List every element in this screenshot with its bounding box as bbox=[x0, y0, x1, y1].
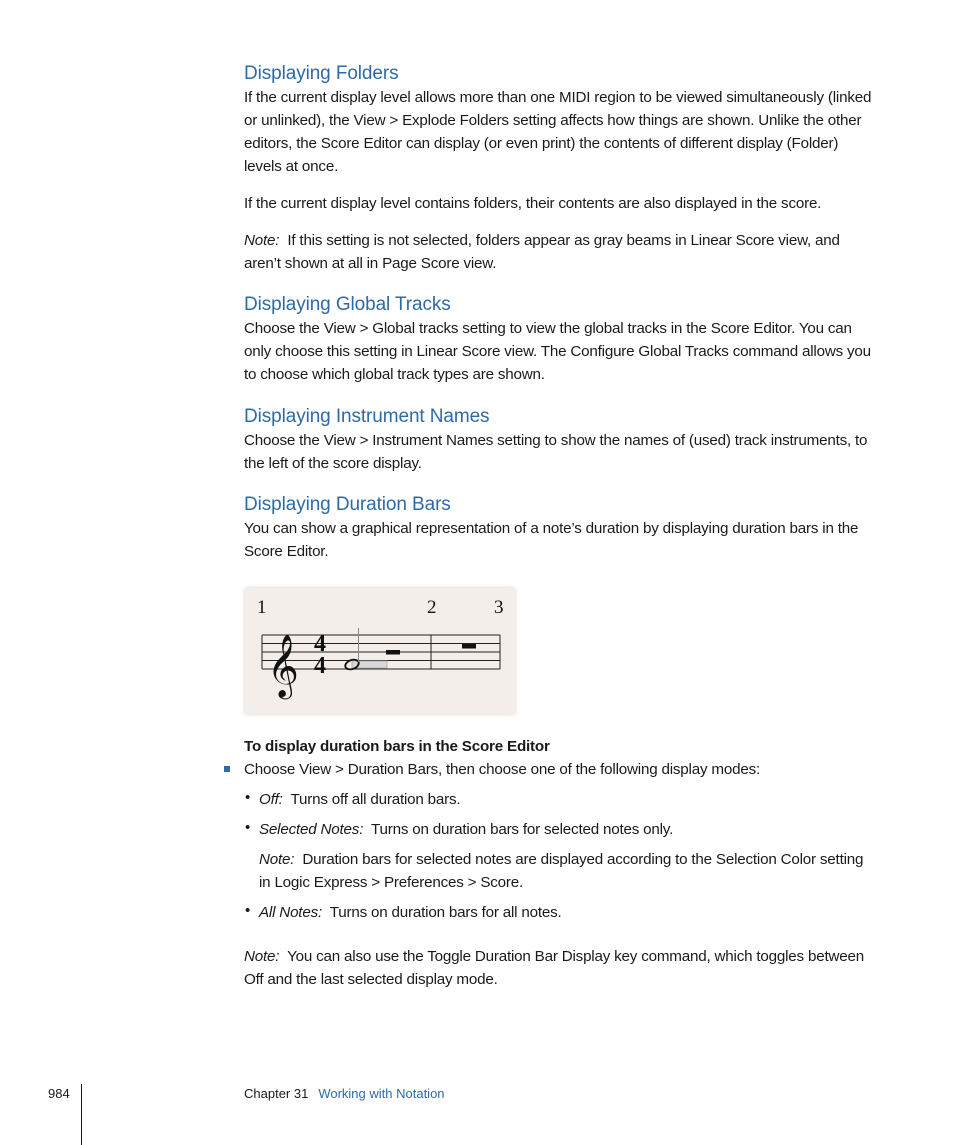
note-label: Note: bbox=[244, 948, 280, 965]
whole-rest bbox=[462, 644, 476, 649]
section-heading: Displaying Global Tracks bbox=[244, 294, 451, 315]
option-label: All Notes: bbox=[259, 904, 322, 921]
time-signature-bottom: 4 bbox=[314, 653, 326, 679]
body-paragraph: Choose the View > Global tracks setting to view the global tracks in the Score Editor. You can only choose this setting in Linear Score view. The Configure Global Tracks command allows you to choose which global track types are shown. bbox=[244, 320, 871, 383]
note-text: If this setting is not selected, folders appear as gray beams in Linear Score view, and aren’t shown at all in Page Score view. bbox=[244, 232, 840, 272]
task-step: Choose View > Duration Bars, then choose one of the following display modes: bbox=[244, 761, 760, 778]
bar-number-3: 3 bbox=[494, 597, 504, 618]
option-selected-notes bbox=[259, 818, 876, 894]
option-text: Turns on duration bars for all notes. bbox=[329, 904, 562, 921]
chapter-title-link[interactable]: Working with Notation bbox=[318, 1086, 445, 1101]
time-signature-top: 4 bbox=[314, 631, 326, 657]
body-paragraph: Choose the View > Instrument Names setting to show the names of (used) track instruments, to the left of the score display. bbox=[244, 432, 868, 472]
chapter-label: Chapter 31 bbox=[244, 1086, 309, 1101]
score-figure bbox=[245, 588, 515, 714]
footer-chapter bbox=[244, 1086, 445, 1101]
bullet-dot-icon: • bbox=[245, 902, 251, 919]
task-step-row bbox=[244, 758, 876, 781]
option-text: Turns on duration bars for selected notes only. bbox=[370, 821, 674, 838]
note-label: Note: bbox=[259, 851, 295, 868]
option-label: Selected Notes: bbox=[259, 821, 364, 838]
option-all-notes bbox=[259, 901, 876, 924]
section-displaying-global-tracks bbox=[244, 293, 876, 386]
task-title: To display duration bars in the Score Editor bbox=[244, 738, 550, 755]
bullet-dot-icon: • bbox=[245, 789, 251, 806]
score-illustration bbox=[245, 588, 515, 714]
option-text: Turns off all duration bars. bbox=[290, 791, 461, 808]
body-paragraph: You can show a graphical representation of a note’s duration by displaying duration bars in the Score Editor. bbox=[244, 520, 859, 560]
section-heading: Displaying Duration Bars bbox=[244, 494, 451, 515]
body-paragraph: If the current display level contains folders, their contents are also displayed in the score. bbox=[244, 195, 822, 212]
note-text: You can also use the Toggle Duration Bar Display key command, which toggles between Off and the last selected display mode. bbox=[244, 948, 864, 988]
note-paragraph bbox=[244, 229, 876, 275]
body-paragraph: If the current display level allows more than one MIDI region to be viewed simultaneously (linked or unlinked), the View > Explode Folders setting affects how things are shown. Unlike the other editors, the Score Editor can display (or even print) the contents of different display (Folder) levels at once. bbox=[244, 89, 872, 175]
page-number: 984 bbox=[48, 1086, 70, 1101]
bar-number-2: 2 bbox=[427, 597, 437, 618]
note-label: Note: bbox=[244, 232, 280, 249]
option-off bbox=[259, 788, 876, 811]
task-block bbox=[244, 735, 876, 758]
final-note bbox=[244, 945, 876, 991]
note-text: Duration bars for selected notes are displayed according to the Selection Color setting in Logic Express > Preferences > Score. bbox=[259, 851, 864, 891]
section-heading: Displaying Folders bbox=[244, 63, 399, 84]
section-heading: Displaying Instrument Names bbox=[244, 406, 490, 427]
bullet-dot-icon: • bbox=[245, 819, 251, 836]
square-bullet-icon bbox=[224, 766, 230, 772]
section-displaying-duration-bars bbox=[244, 493, 876, 563]
treble-clef-icon: 𝄞 bbox=[267, 634, 299, 697]
section-displaying-folders bbox=[244, 62, 876, 275]
half-rest bbox=[386, 650, 400, 655]
section-displaying-instrument-names bbox=[244, 405, 876, 475]
bar-number-1: 1 bbox=[257, 597, 267, 618]
footer-divider bbox=[81, 1084, 82, 1145]
inner-note bbox=[259, 848, 876, 894]
option-label: Off: bbox=[259, 791, 283, 808]
